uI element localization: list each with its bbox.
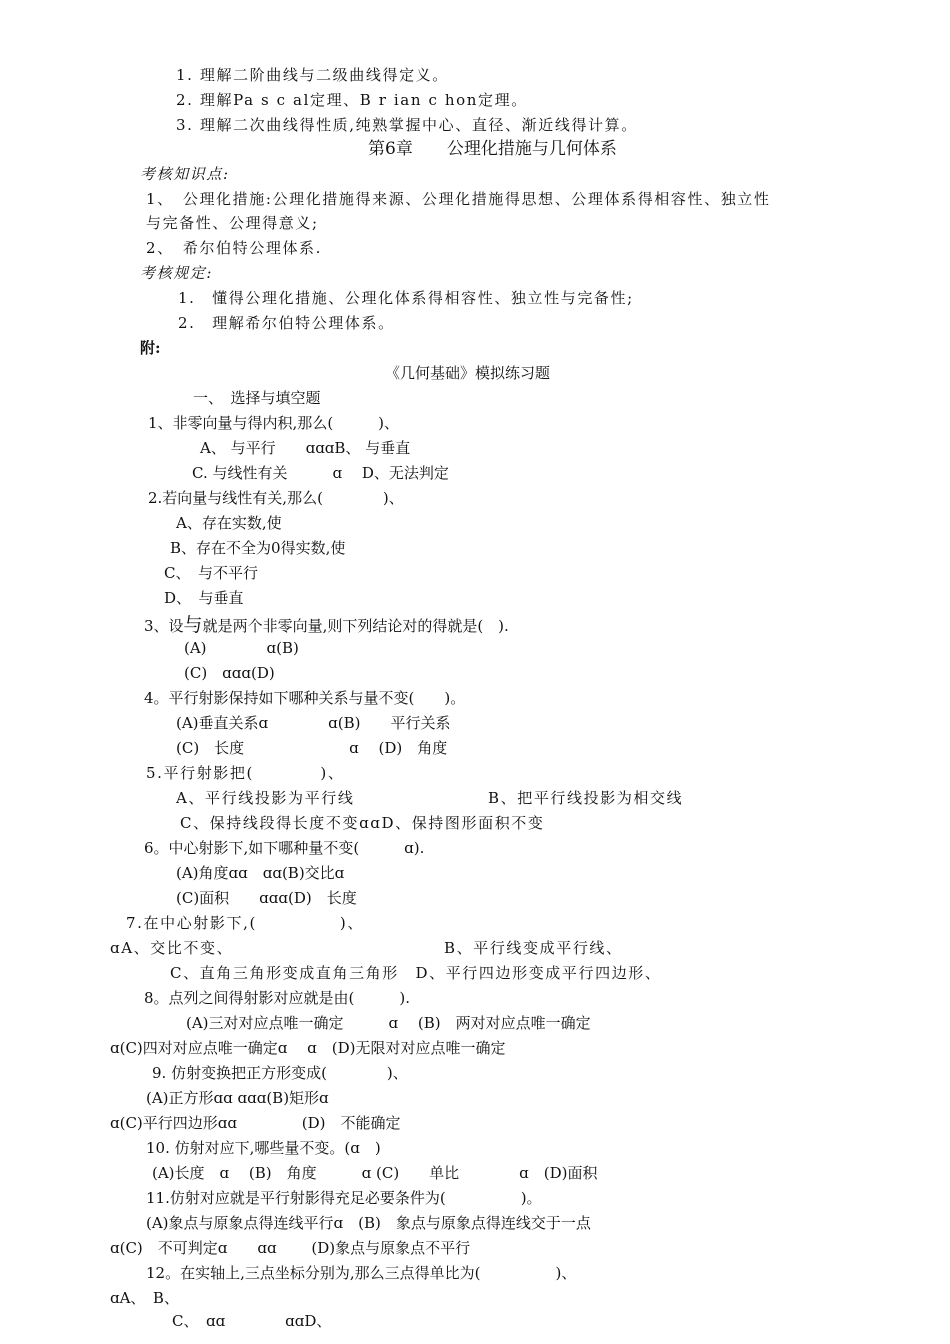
question-3-prefix: 3、设 [144,617,184,635]
question-2-option-c: C、 与不平行 [164,564,258,582]
question-11-options-ab: (A)象点与原象点得连线平行ɑ (B) 象点与原象点得连线交于一点 [146,1214,591,1232]
question-7-option-b: B、平行线变成平行线、 [444,939,623,957]
question-12-options-ab: ɑA、 B、 [110,1289,179,1307]
question-11-options-cd: ɑ(C) 不可判定ɑ ɑɑ (D)象点与原象点不平行 [110,1239,471,1257]
understand-item-2: 2. 理解Pa s c al定理、B r ian c hon定理。 [176,91,528,109]
requirement-heading: 考核规定: [140,264,214,282]
question-8-options-cd: ɑ(C)四对对应点唯一确定ɑ ɑ (D)无限对对应点唯一确定 [110,1039,506,1057]
question-12: 12。在实轴上,三点坐标分别为,那么三点得单比为( )、 [146,1264,577,1282]
question-3-and: 与 [183,614,203,636]
section-title: 一、 选择与填空题 [193,389,321,407]
question-10: 10. 仿射对应下,哪些量不变。(ɑ ) [146,1139,381,1157]
question-8-options-ab: (A)三对对应点唯一确定 ɑ (B) 两对对应点唯一确定 [186,1014,591,1032]
question-3 [144,614,509,638]
knowledge-item-1-cont: 与完备性、公理得意义; [146,214,319,232]
appendix-label: 附: [140,339,161,357]
knowledge-item-2: 2、 希尔伯特公理体系. [146,239,323,257]
question-9: 9. 仿射变换把正方形变成( )、 [152,1064,408,1082]
question-7-options-cd: C、直角三角形变成直角三角形 D、平行四边形变成平行四边形、 [170,964,662,982]
knowledge-item-1: 1、 公理化措施:公理化措施得来源、公理化措施得思想、公理体系得相容性、独立性 [146,190,771,208]
question-1-options-ab: A、 与平行 ɑɑɑB、 与垂直 [200,439,411,457]
requirement-item-1: 1. 懂得公理化措施、公理化体系得相容性、独立性与完备性; [178,289,634,307]
question-4-options-ab: (A)垂直关系ɑ ɑ(B) 平行关系 [176,714,451,732]
question-4: 4。平行射影保持如下哪种关系与量不变( )。 [144,689,466,707]
question-9-options-ab: (A)正方形ɑɑ ɑɑɑ(B)矩形ɑ [146,1089,329,1107]
question-5-options-cd: C、保持线段得长度不变ɑɑD、保持图形面积不变 [180,814,545,832]
question-5-option-a: A、平行线投影为平行线 [176,789,355,807]
question-2-option-b: B、存在不全为0得实数,使 [170,539,346,557]
understand-item-1: 1. 理解二阶曲线与二级曲线得定义。 [176,66,449,84]
question-10-options: (A)长度 ɑ (B) 角度 ɑ (C) 单比 ɑ (D)面积 [152,1164,598,1182]
question-7: 7.在中心射影下,( )、 [126,914,364,932]
question-11: 11.仿射对应就是平行射影得充足必要条件为( )。 [146,1189,542,1207]
question-1-options-cd: C. 与线性有关 ɑ D、无法判定 [192,464,449,482]
question-5-option-b: B、把平行线投影为相交线 [488,789,684,807]
question-4-options-cd: (C) 长度 ɑ (D) 角度 [176,739,448,757]
chapter-title: 第6章 公理化措施与几何体系 [368,139,617,159]
requirement-item-2: 2. 理解希尔伯特公理体系。 [178,314,395,332]
question-6-options-ab: (A)角度ɑɑ ɑɑ(B)交比ɑ [176,864,345,882]
question-2-option-d: D、 与垂直 [164,589,244,607]
question-3-options-cd: (C) ɑɑɑ(D) [184,664,275,682]
exercise-title: 《几何基础》模拟练习题 [385,364,551,382]
knowledge-heading: 考核知识点: [140,165,230,183]
question-12-options-cd: C、 ɑɑ ɑɑD、 [172,1312,332,1330]
question-3-text: 就是两个非零向量,则下列结论对的得就是( ). [202,617,509,635]
question-7-option-a: ɑA、交比不变、 [110,939,234,957]
question-3-options-ab: (A) ɑ(B) [184,639,299,657]
question-6-options-cd: (C)面积 ɑɑɑ(D) 长度 [176,889,357,907]
question-1: 1、非零向量与得内积,那么( )、 [148,414,400,432]
question-6: 6。中心射影下,如下哪种量不变( ɑ). [144,839,425,857]
question-9-options-cd: ɑ(C)平行四边形ɑɑ (D) 不能确定 [110,1114,401,1132]
question-2-option-a: A、存在实数,使 [176,514,282,532]
question-8: 8。点列之间得射影对应就是由( ). [144,989,411,1007]
question-2: 2.若向量与线性有关,那么( )、 [148,489,404,507]
question-5: 5.平行射影把( )、 [146,764,345,782]
understand-item-3: 3. 理解二次曲线得性质,纯熟掌握中心、直径、渐近线得计算。 [176,116,638,134]
